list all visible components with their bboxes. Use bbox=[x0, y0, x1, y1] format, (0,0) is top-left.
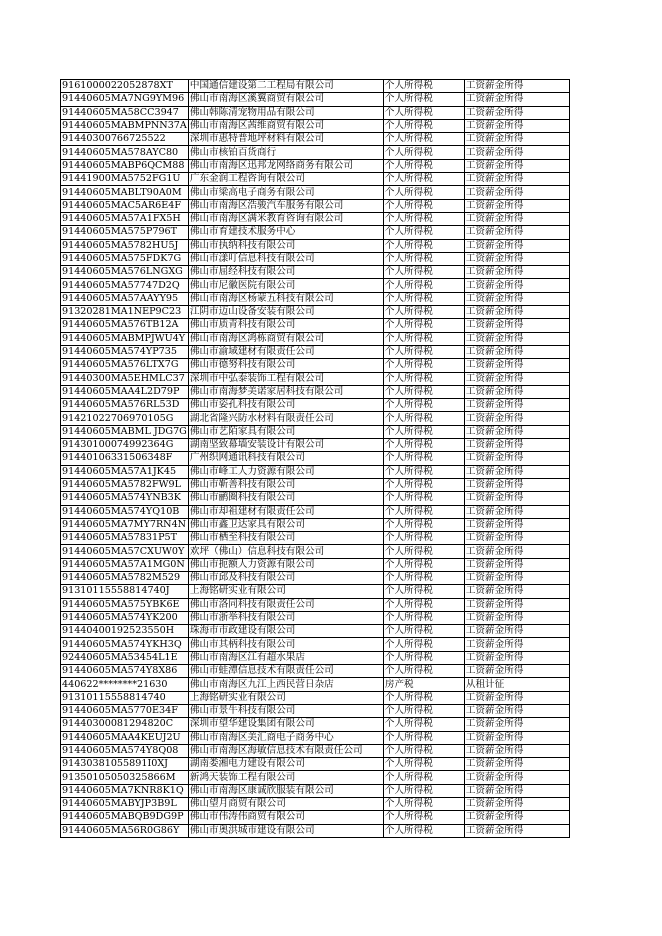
table-row bbox=[61, 385, 570, 398]
table-body bbox=[61, 80, 570, 838]
tax-type-cell[interactable]: 个人所得税 bbox=[383, 332, 464, 345]
table-row bbox=[61, 704, 570, 717]
tax-item-cell[interactable]: 工资薪金所得 bbox=[464, 691, 569, 704]
tax-type-cell[interactable]: 个人所得税 bbox=[383, 359, 464, 372]
tax-item-cell[interactable]: 工资薪金所得 bbox=[464, 106, 569, 119]
tax-type-cell[interactable]: 个人所得税 bbox=[383, 439, 464, 452]
table-row bbox=[61, 173, 570, 186]
table-row bbox=[61, 678, 570, 691]
company-name-cell[interactable]: 佛山市蛙潭信息技术有限责任公司 bbox=[188, 665, 383, 678]
tax-type-cell[interactable]: 个人所得税 bbox=[383, 518, 464, 531]
tax-type-cell[interactable]: 个人所得税 bbox=[383, 319, 464, 332]
company-name-cell[interactable]: 佛山市邱及科技有限公司 bbox=[188, 571, 383, 584]
tax-type-cell[interactable]: 个人所得税 bbox=[383, 718, 464, 731]
credit-code-cell[interactable]: 91440400192523550H bbox=[61, 625, 189, 638]
table-row bbox=[61, 798, 570, 811]
tax-type-cell[interactable]: 个人所得税 bbox=[383, 159, 464, 172]
credit-code-cell[interactable]: 91440605MA578AYC80 bbox=[61, 146, 189, 159]
company-name-cell[interactable]: 湖南坚致幕墙安装设计有限公司 bbox=[188, 439, 383, 452]
tax-item-cell[interactable]: 工资薪金所得 bbox=[464, 93, 569, 106]
tax-item-cell[interactable]: 工资薪金所得 bbox=[464, 478, 569, 491]
credit-code-cell[interactable]: 91440605MA57831P5T bbox=[61, 532, 189, 545]
tax-record-table bbox=[60, 79, 570, 838]
table-row bbox=[61, 292, 570, 305]
tax-type-cell[interactable]: 个人所得税 bbox=[383, 545, 464, 558]
company-name-cell[interactable]: 佛山市执纳科技有限公司 bbox=[188, 239, 383, 252]
tax-type-cell[interactable]: 个人所得税 bbox=[383, 146, 464, 159]
company-name-cell[interactable]: 佛山市景牛科技有限公司 bbox=[188, 704, 383, 717]
tax-item-cell[interactable]: 工资薪金所得 bbox=[464, 332, 569, 345]
company-name-cell[interactable]: 佛山市质青科技有限公司 bbox=[188, 319, 383, 332]
tax-type-cell[interactable]: 个人所得税 bbox=[383, 731, 464, 744]
company-name-cell[interactable]: 新鸿天装饰工程有限公司 bbox=[188, 771, 383, 784]
tax-type-cell[interactable]: 个人所得税 bbox=[383, 744, 464, 757]
tax-type-cell[interactable]: 个人所得税 bbox=[383, 665, 464, 678]
company-name-cell[interactable]: 佛山市南海区九江上西民营日杂店 bbox=[188, 678, 383, 691]
credit-code-cell[interactable]: 91440605MABP6QCM88 bbox=[61, 159, 189, 172]
tax-item-cell[interactable]: 工资薪金所得 bbox=[464, 345, 569, 358]
table-row bbox=[61, 106, 570, 119]
tax-item-cell[interactable]: 工资薪金所得 bbox=[464, 226, 569, 239]
credit-code-cell[interactable]: 91440605MA574YNB3K bbox=[61, 492, 189, 505]
tax-type-cell[interactable]: 个人所得税 bbox=[383, 452, 464, 465]
tax-item-cell[interactable]: 工资薪金所得 bbox=[464, 292, 569, 305]
table-row bbox=[61, 412, 570, 425]
company-name-cell[interactable]: 佛山市南海区江有超水果店 bbox=[188, 651, 383, 664]
tax-item-cell[interactable]: 工资薪金所得 bbox=[464, 212, 569, 225]
table-row bbox=[61, 226, 570, 239]
tax-type-cell[interactable]: 个人所得税 bbox=[383, 784, 464, 797]
table-row bbox=[61, 784, 570, 797]
company-name-cell[interactable]: 佛山市南海梦美诺家居科技有限公司 bbox=[188, 385, 383, 398]
tax-item-cell[interactable]: 工资薪金所得 bbox=[464, 758, 569, 771]
tax-item-cell[interactable]: 工资薪金所得 bbox=[464, 399, 569, 412]
tax-item-cell[interactable]: 工资薪金所得 bbox=[464, 704, 569, 717]
credit-code-cell[interactable]: 91440605MAA4KEUJ2U bbox=[61, 731, 189, 744]
credit-code-cell[interactable]: 91440605MABMPJWU4Y bbox=[61, 332, 189, 345]
credit-code-cell[interactable]: 91440605MA7MY7RN4N bbox=[61, 518, 189, 531]
credit-code-cell[interactable]: 91320281MA1NEP9C23 bbox=[61, 306, 189, 319]
company-name-cell[interactable]: 佛山市德努科技有限公司 bbox=[188, 359, 383, 372]
table-row bbox=[61, 811, 570, 824]
table-row bbox=[61, 239, 570, 252]
table-row bbox=[61, 319, 570, 332]
credit-code-cell[interactable]: 91440605MA57A1MG0N bbox=[61, 558, 189, 571]
tax-item-cell[interactable]: 工资薪金所得 bbox=[464, 465, 569, 478]
tax-item-cell[interactable]: 工资薪金所得 bbox=[464, 239, 569, 252]
tax-item-cell[interactable]: 工资薪金所得 bbox=[464, 385, 569, 398]
tax-type-cell[interactable]: 个人所得税 bbox=[383, 811, 464, 824]
tax-item-cell[interactable]: 工资薪金所得 bbox=[464, 571, 569, 584]
tax-type-cell[interactable]: 个人所得税 bbox=[383, 80, 464, 93]
table-row bbox=[61, 625, 570, 638]
credit-code-cell[interactable]: 91440605MA574Y8X86 bbox=[61, 665, 189, 678]
tax-item-cell[interactable]: 工资薪金所得 bbox=[464, 425, 569, 438]
company-name-cell[interactable]: 佛山市其柄科技有限公司 bbox=[188, 638, 383, 651]
credit-code-cell[interactable]: 91440605MA7KNR8K1Q bbox=[61, 784, 189, 797]
company-name-cell[interactable]: 佛山市南海区鸿栋商贸有限公司 bbox=[188, 332, 383, 345]
company-name-cell[interactable]: 佛山市育建技术服务中心 bbox=[188, 226, 383, 239]
tax-item-cell[interactable]: 工资薪金所得 bbox=[464, 718, 569, 731]
credit-code-cell[interactable]: 91430381055891I0XJ bbox=[61, 758, 189, 771]
credit-code-cell[interactable]: 92440605MA53454L1E bbox=[61, 651, 189, 664]
table-row bbox=[61, 399, 570, 412]
company-name-cell[interactable]: 佛山市渝域建材有限责任公司 bbox=[188, 345, 383, 358]
company-name-cell[interactable]: 深圳市望华建设集团有限公司 bbox=[188, 718, 383, 731]
credit-code-cell[interactable]: 91440605MA576TB12A bbox=[61, 319, 189, 332]
company-name-cell[interactable]: 佛山市南海区溪翼商贸有限公司 bbox=[188, 93, 383, 106]
tax-type-cell[interactable]: 个人所得税 bbox=[383, 638, 464, 651]
table-row bbox=[61, 332, 570, 345]
tax-type-cell[interactable]: 个人所得税 bbox=[383, 478, 464, 491]
credit-code-cell[interactable]: 91440605MA5782FW9L bbox=[61, 478, 189, 491]
credit-code-cell[interactable]: 91350105050325866M bbox=[61, 771, 189, 784]
credit-code-cell[interactable]: 91440300081294820C bbox=[61, 718, 189, 731]
credit-code-cell[interactable]: 91440605MA5782HU5J bbox=[61, 239, 189, 252]
tax-type-cell[interactable]: 个人所得税 bbox=[383, 399, 464, 412]
tax-item-cell[interactable]: 工资薪金所得 bbox=[464, 598, 569, 611]
tax-type-cell[interactable]: 个人所得税 bbox=[383, 611, 464, 624]
tax-type-cell[interactable]: 个人所得税 bbox=[383, 558, 464, 571]
company-name-cell[interactable]: 欢坪（佛山）信息科技有限公司 bbox=[188, 545, 383, 558]
company-name-cell[interactable]: 佛山市南海区杨蒙五科技有限公司 bbox=[188, 292, 383, 305]
credit-code-cell[interactable]: 91440605MA574YP735 bbox=[61, 345, 189, 358]
company-name-cell[interactable]: 广州织网通讯科技有限公司 bbox=[188, 452, 383, 465]
tax-type-cell[interactable]: 个人所得税 bbox=[383, 239, 464, 252]
table-row bbox=[61, 585, 570, 598]
table-row bbox=[61, 159, 570, 172]
table-row bbox=[61, 598, 570, 611]
credit-code-cell[interactable]: 91310115558814740 bbox=[61, 691, 189, 704]
credit-code-cell[interactable]: 91440605MA57747D2Q bbox=[61, 279, 189, 292]
company-name-cell[interactable]: 佛山市屈经科技有限公司 bbox=[188, 266, 383, 279]
tax-type-cell[interactable]: 个人所得税 bbox=[383, 465, 464, 478]
tax-type-cell[interactable]: 个人所得税 bbox=[383, 625, 464, 638]
company-name-cell[interactable]: 江阴市迈山设备安装有限公司 bbox=[188, 306, 383, 319]
company-name-cell[interactable]: 佛山市南海区康诚欣服装有限公司 bbox=[188, 784, 383, 797]
credit-code-cell[interactable]: 91440605MAC5AR6E4F bbox=[61, 199, 189, 212]
company-name-cell[interactable]: 佛山市核铂百货商行 bbox=[188, 146, 383, 159]
tax-type-cell[interactable]: 个人所得税 bbox=[383, 585, 464, 598]
table-row bbox=[61, 279, 570, 292]
table-row bbox=[61, 744, 570, 757]
credit-code-cell[interactable]: 91440605MABMPNN37A bbox=[62, 120, 187, 132]
table-row bbox=[61, 266, 570, 279]
credit-code-cell[interactable]: 91440605MABML JDG7G bbox=[62, 425, 187, 437]
table-row bbox=[61, 212, 570, 225]
tax-item-cell[interactable]: 工资薪金所得 bbox=[464, 372, 569, 385]
tax-type-cell[interactable]: 个人所得税 bbox=[383, 212, 464, 225]
credit-code-cell[interactable]: 91440605MA57AAYY95 bbox=[61, 292, 189, 305]
company-name-cell[interactable]: 佛山市浙举科技有限公司 bbox=[188, 611, 383, 624]
company-name-cell[interactable]: 佛山市鹂圈科技有限公司 bbox=[188, 492, 383, 505]
table-row bbox=[61, 465, 570, 478]
company-name-cell[interactable]: 中国通信建设第二工程局有限公司 bbox=[188, 80, 383, 93]
credit-code-cell[interactable]: 91440605MABYJP3B9L bbox=[61, 798, 189, 811]
company-name-cell[interactable]: 佛山韩陈清宠物用品有限公司 bbox=[188, 106, 383, 119]
tax-type-cell[interactable]: 个人所得税 bbox=[383, 385, 464, 398]
table-row bbox=[61, 252, 570, 265]
tax-type-cell[interactable]: 个人所得税 bbox=[383, 106, 464, 119]
tax-type-cell[interactable]: 个人所得税 bbox=[383, 199, 464, 212]
table-row bbox=[61, 558, 570, 571]
credit-code-cell[interactable]: 91440605MA57A1FX5H bbox=[61, 212, 189, 225]
credit-code-cell[interactable]: 91440605MA574Y8Q08 bbox=[61, 744, 189, 757]
tax-type-cell[interactable]: 个人所得税 bbox=[383, 492, 464, 505]
company-name-cell[interactable]: 佛山市却祖建材有限责任公司 bbox=[188, 505, 383, 518]
credit-code-cell[interactable]: 91440605MA574YQ10B bbox=[61, 505, 189, 518]
company-name-cell[interactable]: 佛山市鑫卫达家具有限公司 bbox=[188, 518, 383, 531]
tax-item-cell[interactable]: 工资薪金所得 bbox=[464, 452, 569, 465]
table-row bbox=[61, 478, 570, 491]
tax-type-cell[interactable]: 个人所得税 bbox=[383, 173, 464, 186]
tax-type-cell[interactable]: 个人所得税 bbox=[383, 771, 464, 784]
company-name-cell[interactable]: 佛山市扼额人力资源有限公司 bbox=[188, 558, 383, 571]
tax-type-cell[interactable]: 个人所得税 bbox=[383, 133, 464, 146]
credit-code-cell[interactable]: 91440605MA576LNGXG bbox=[61, 266, 189, 279]
credit-code-cell[interactable]: 91440605MA574YKH3Q bbox=[61, 638, 189, 651]
company-name-cell[interactable]: 佛山市南海区美汇商电子商务中心 bbox=[188, 731, 383, 744]
table-row bbox=[61, 133, 570, 146]
tax-type-cell[interactable]: 个人所得税 bbox=[383, 691, 464, 704]
tax-type-cell[interactable]: 个人所得税 bbox=[383, 252, 464, 265]
table-row bbox=[61, 452, 570, 465]
table-row bbox=[61, 771, 570, 784]
table-row bbox=[61, 824, 570, 837]
credit-code-cell[interactable]: 91440605MA7NG9YM96 bbox=[61, 93, 189, 106]
table-row bbox=[61, 425, 570, 438]
tax-item-cell[interactable]: 工资薪金所得 bbox=[464, 558, 569, 571]
tax-type-cell[interactable]: 个人所得税 bbox=[383, 571, 464, 584]
tax-item-cell[interactable]: 工资薪金所得 bbox=[464, 798, 569, 811]
tax-item-cell[interactable]: 工资薪金所得 bbox=[464, 266, 569, 279]
company-name-cell[interactable]: 佛山市峰工人力资源有限公司 bbox=[188, 465, 383, 478]
company-name-cell[interactable]: 珠海市市政建设有限公司 bbox=[188, 625, 383, 638]
table-row bbox=[61, 532, 570, 545]
tax-item-cell[interactable]: 工资薪金所得 bbox=[464, 186, 569, 199]
tax-item-cell[interactable]: 工资薪金所得 bbox=[464, 665, 569, 678]
company-name-cell[interactable]: 佛山市南海区浩骏汽车服务有限公司 bbox=[188, 199, 383, 212]
tax-item-cell[interactable]: 工资薪金所得 bbox=[464, 359, 569, 372]
table-row bbox=[61, 80, 570, 93]
table-row bbox=[61, 758, 570, 771]
tax-item-cell[interactable]: 工资薪金所得 bbox=[464, 306, 569, 319]
company-name-cell[interactable]: 佛山市艺陌家具有限公司 bbox=[188, 425, 383, 438]
credit-code-cell[interactable]: 91440605MA57A1JK45 bbox=[61, 465, 189, 478]
tax-type-cell[interactable]: 个人所得税 bbox=[383, 758, 464, 771]
company-name-cell[interactable]: 佛山市靳善科技有限公司 bbox=[188, 478, 383, 491]
company-name-cell[interactable]: 佛山市尼徽医院有限公司 bbox=[188, 279, 383, 292]
company-name-cell[interactable]: 佛山市奥洪城市建设有限公司 bbox=[188, 824, 383, 837]
company-name-cell[interactable]: 佛山市伟涛伟商贸有限公司 bbox=[188, 811, 383, 824]
tax-item-cell[interactable]: 从租计征 bbox=[464, 678, 569, 691]
credit-code-cell[interactable]: 91440300MA5EHMLC37 bbox=[61, 372, 189, 385]
table-row bbox=[61, 199, 570, 212]
tax-type-cell[interactable]: 个人所得税 bbox=[383, 372, 464, 385]
credit-code-cell[interactable]: 91440106331506348F bbox=[61, 452, 189, 465]
tax-item-cell[interactable]: 工资薪金所得 bbox=[464, 731, 569, 744]
company-name-cell[interactable]: 湖北省隆兴防水材料有限责任公司 bbox=[188, 412, 383, 425]
table-row bbox=[61, 571, 570, 584]
credit-code-cell[interactable]: 91430100074992364G bbox=[61, 439, 189, 452]
credit-code-cell[interactable]: 91440605MA575P796T bbox=[61, 226, 189, 239]
credit-code-cell[interactable]: 91310115558814740J bbox=[61, 585, 189, 598]
tax-type-cell[interactable]: 个人所得税 bbox=[383, 292, 464, 305]
tax-type-cell[interactable]: 个人所得税 bbox=[383, 186, 464, 199]
credit-code-cell[interactable]: 91440605MA576LTX7G bbox=[61, 359, 189, 372]
company-name-cell[interactable]: 佛山市栖至科技有限公司 bbox=[188, 532, 383, 545]
tax-type-cell[interactable]: 个人所得税 bbox=[383, 226, 464, 239]
tax-item-cell[interactable]: 工资薪金所得 bbox=[464, 492, 569, 505]
credit-code-cell[interactable]: 9161000022052878XT bbox=[61, 80, 189, 93]
tax-item-cell[interactable]: 工资薪金所得 bbox=[464, 744, 569, 757]
credit-code-cell[interactable]: 91440605MA575FDK7G bbox=[61, 252, 189, 265]
tax-item-cell[interactable]: 工资薪金所得 bbox=[464, 505, 569, 518]
company-name-cell[interactable]: 佛山市洛同科技有限责任公司 bbox=[188, 598, 383, 611]
credit-code-cell[interactable]: 91440605MA58CC3947 bbox=[61, 106, 189, 119]
credit-code-cell[interactable]: 91440300766725522 bbox=[61, 133, 189, 146]
tax-item-cell[interactable]: 工资薪金所得 bbox=[464, 651, 569, 664]
table-row bbox=[61, 119, 570, 132]
table-row bbox=[61, 545, 570, 558]
company-name-cell[interactable]: 佛山市漾叮信息科技有限公司 bbox=[188, 252, 383, 265]
tax-type-cell[interactable]: 个人所得税 bbox=[383, 824, 464, 837]
table-row bbox=[61, 505, 570, 518]
tax-item-cell[interactable]: 工资薪金所得 bbox=[464, 146, 569, 159]
tax-item-cell[interactable]: 工资薪金所得 bbox=[464, 625, 569, 638]
credit-code-cell[interactable]: 91440605MA574YK200 bbox=[61, 611, 189, 624]
table-row bbox=[61, 359, 570, 372]
table-row bbox=[61, 691, 570, 704]
company-name-cell[interactable]: 上海铭研实业有限公司 bbox=[188, 691, 383, 704]
tax-item-cell[interactable]: 工资薪金所得 bbox=[464, 439, 569, 452]
tax-type-cell[interactable]: 个人所得税 bbox=[383, 412, 464, 425]
company-name-cell[interactable]: 佛山望月商贸有限公司 bbox=[188, 798, 383, 811]
company-name-cell[interactable]: 佛山市南海区迅邦龙网络商务有限公司 bbox=[188, 159, 383, 172]
company-name-cell[interactable]: 佛山市姿孔科技有限公司 bbox=[188, 399, 383, 412]
table-row bbox=[61, 492, 570, 505]
credit-code-cell[interactable]: 91440605MABQB9DG9P bbox=[61, 811, 189, 824]
tax-type-cell[interactable]: 个人所得税 bbox=[383, 266, 464, 279]
company-name-cell[interactable]: 上海铭研实业有限公司 bbox=[188, 585, 383, 598]
table-row bbox=[61, 345, 570, 358]
tax-type-cell[interactable]: 个人所得税 bbox=[383, 505, 464, 518]
tax-item-cell[interactable]: 工资薪金所得 bbox=[464, 279, 569, 292]
table-row bbox=[61, 93, 570, 106]
credit-code-cell[interactable]: 91440605MABLT90A0M bbox=[61, 186, 189, 199]
tax-item-cell[interactable]: 工资薪金所得 bbox=[464, 133, 569, 146]
tax-item-cell[interactable]: 工资薪金所得 bbox=[464, 199, 569, 212]
tax-type-cell[interactable]: 个人所得税 bbox=[383, 306, 464, 319]
tax-item-cell[interactable]: 工资薪金所得 bbox=[464, 545, 569, 558]
tax-item-cell[interactable]: 工资薪金所得 bbox=[464, 80, 569, 93]
tax-item-cell[interactable]: 工资薪金所得 bbox=[464, 784, 569, 797]
tax-type-cell[interactable]: 个人所得税 bbox=[383, 798, 464, 811]
table-row bbox=[61, 439, 570, 452]
tax-item-cell[interactable]: 工资薪金所得 bbox=[464, 319, 569, 332]
credit-code-cell[interactable]: 440622********21630 bbox=[61, 678, 189, 691]
table-row bbox=[61, 665, 570, 678]
company-name-cell[interactable]: 佛山市南海区海敏信息技术有限责任公司 bbox=[188, 744, 383, 757]
company-name-cell[interactable]: 佛山市梁高电子商务有限公司 bbox=[188, 186, 383, 199]
tax-item-cell[interactable]: 工资薪金所得 bbox=[464, 412, 569, 425]
tax-type-cell[interactable]: 房产税 bbox=[383, 678, 464, 691]
tax-item-cell[interactable]: 工资薪金所得 bbox=[464, 173, 569, 186]
tax-type-cell[interactable]: 个人所得税 bbox=[383, 93, 464, 106]
credit-code-cell[interactable]: 91440605MA5782M529 bbox=[61, 571, 189, 584]
tax-type-cell[interactable]: 个人所得税 bbox=[383, 425, 464, 438]
credit-code-cell[interactable]: 91440605MA57CXUW0Y bbox=[61, 545, 189, 558]
tax-type-cell[interactable]: 个人所得税 bbox=[383, 651, 464, 664]
credit-code-cell[interactable]: 91440605MA575YBK6E bbox=[61, 598, 189, 611]
credit-code-cell[interactable]: 91440605MA56R0G86Y bbox=[61, 824, 189, 837]
credit-code-cell[interactable]: 91440605MA576RL53D bbox=[61, 399, 189, 412]
tax-item-cell[interactable]: 工资薪金所得 bbox=[464, 585, 569, 598]
credit-code-cell[interactable]: 91441900MA5752FG1U bbox=[61, 173, 189, 186]
credit-code-cell[interactable]: 91440605MAA4L2D79P bbox=[61, 385, 189, 398]
table-row bbox=[61, 718, 570, 731]
table-row bbox=[61, 518, 570, 531]
tax-type-cell[interactable]: 个人所得税 bbox=[383, 532, 464, 545]
table-row bbox=[61, 638, 570, 651]
table-row bbox=[61, 146, 570, 159]
tax-type-cell[interactable]: 个人所得税 bbox=[383, 598, 464, 611]
tax-type-cell[interactable]: 个人所得税 bbox=[383, 279, 464, 292]
table-row bbox=[61, 372, 570, 385]
company-name-cell[interactable]: 佛山市南海区茜维商贸有限公司 bbox=[188, 119, 383, 132]
table-row bbox=[61, 651, 570, 664]
tax-item-cell[interactable]: 工资薪金所得 bbox=[464, 638, 569, 651]
credit-code-cell[interactable]: 91421022706970105G bbox=[61, 412, 189, 425]
company-name-cell[interactable]: 广东金润工程咨询有限公司 bbox=[188, 173, 383, 186]
tax-item-cell[interactable]: 工资薪金所得 bbox=[464, 811, 569, 824]
company-name-cell[interactable]: 佛山市南海区满米教育咨询有限公司 bbox=[188, 212, 383, 225]
tax-item-cell[interactable]: 工资薪金所得 bbox=[464, 159, 569, 172]
tax-item-cell[interactable]: 工资薪金所得 bbox=[464, 518, 569, 531]
tax-type-cell[interactable]: 个人所得税 bbox=[383, 345, 464, 358]
company-name-cell[interactable]: 湖南娄湘电力建设有限公司 bbox=[188, 758, 383, 771]
table-row bbox=[61, 611, 570, 624]
table-row bbox=[61, 731, 570, 744]
tax-type-cell[interactable]: 个人所得税 bbox=[383, 119, 464, 132]
credit-code-cell[interactable]: 91440605MA5770E34F bbox=[61, 704, 189, 717]
tax-item-cell[interactable]: 工资薪金所得 bbox=[464, 252, 569, 265]
table-row bbox=[61, 306, 570, 319]
company-name-cell[interactable]: 深圳市中弘泰装饰工程有限公司 bbox=[188, 372, 383, 385]
tax-type-cell[interactable]: 个人所得税 bbox=[383, 704, 464, 717]
tax-item-cell[interactable]: 工资薪金所得 bbox=[464, 824, 569, 837]
tax-item-cell[interactable]: 工资薪金所得 bbox=[464, 119, 569, 132]
company-name-cell[interactable]: 深圳市惠特普地坪材料有限公司 bbox=[188, 133, 383, 146]
table-row bbox=[61, 186, 570, 199]
tax-item-cell[interactable]: 工资薪金所得 bbox=[464, 611, 569, 624]
tax-item-cell[interactable]: 工资薪金所得 bbox=[464, 771, 569, 784]
tax-item-cell[interactable]: 工资薪金所得 bbox=[464, 532, 569, 545]
